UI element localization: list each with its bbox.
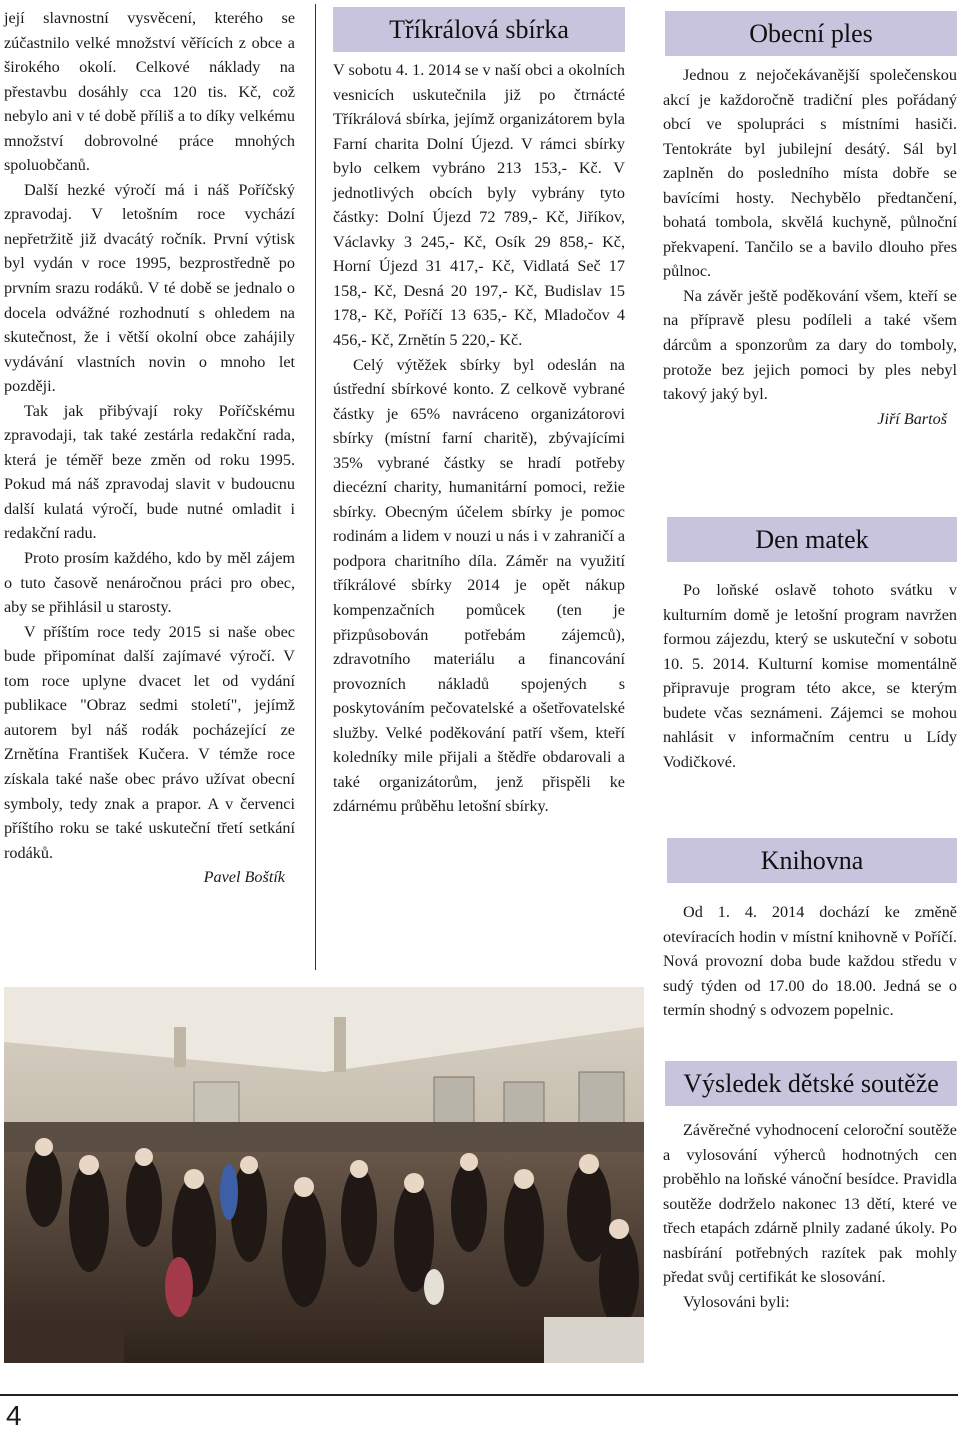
article-paragraph: její slavnostní vysvěcení, kterého se zúčastnilo velké množství věřících z obce a širokého okolí. Celkové náklady na přestavbu dosáhly cca 120 tis. Kč, což nebylo ani v té době příliš a to díky velkému množství dobrovolné práce mnohých spoluobčanů. [4,9,295,175]
heading-vysledek-detske-souteze: Výsledek dětské soutěže [665,1061,957,1106]
right-column-den-matek [663,578,957,774]
article-paragraph: Na závěr ještě poděkování všem, kteří se na přípravě plesu podíleli a také všem dárcům a sponzorům za dary do tomboly, protože bez jejich pomoci by ples nebyl takový jaký byl. [663,286,957,404]
article-paragraph: Po loňské oslavě tohoto svátku v kulturním domě je letošní program navržen formou zájezdu, který se uskuteční v sobotu 10. 5. 2014. Kulturní komise momentálně připravuje program této akce, se kterým budete včas seznámeni. Zájemci se mohou nahlásit v informačním centru u Lídy Vodičkové. [663,581,957,771]
footer-rule [0,1394,958,1396]
dance-hall-photo-illustration [4,987,644,1363]
article-paragraph: Celý výtěžek sbírky byl odeslán na ústřední sbírkové konto. Z celkově vybrané částky je 65% navráceno organizátorovi sbírky (místní farní charitě), zbývajícími 35% vybrané částky se hradí potřeby diecézní charity, humanitární pomoci, režie sbírky. Obecným účelem sbírky je pomoc rodinám a lidem v nouzi u nás i v zahraničí a podpora charitního díla. Záměr na využití tříkrálové sbírky 2014 je opět nákup kompenzačních pomůcek (ten je přizpůsobován potřebám zájemců), zdravotního materiálu a financování provozních nákladů spojených s poskytováním pečovatelské a ošetřovatelské služby. Velké poděkování patří všem, kteří koledníky mile přijali a štědře obdarovali a také organizátorům, jenž přispěli ke zdárnému průběhu letošní sbírky. [333,355,625,816]
article-paragraph: Závěrečné vyhodnocení celoroční soutěže a vylosování výherců hodnotných cen proběhlo na loňské vánoční besídce. Pravidla soutěže dodrželo nakonec 13 dětí, které ve třech etapách zdárně plnily zadané úkoly. Po nasbírání potřebných razítek pak mohly předat svůj certifikát ke slosování. [663,1121,957,1287]
column-divider [315,4,316,970]
heading-knihovna: Knihovna [667,838,957,883]
article-paragraph: V příštím roce tedy 2015 si naše obec bude připomínat další zajímavé výročí. V tom roce uplyne dvacet let od vydání publikace "Obraz sedmi století", jejímž autorem byl náš rodák pocházející ze Zrnětína František Kučera. V témže roce získala také naše obec právo užívat obecní symboly, tedy znak a prapor. A v červenci příštího roku se také uskuteční třetí setkání rodáků. [4,622,295,862]
article-paragraph: Další hezké výročí má i náš Poříčský zpravodaj. V letošním roce vychází nepřetržitě již dvacátý ročník. První výtisk byl vydán v roce 1995, bezprostředně po prvním srazu rodáků. V té době se jednalo o docela odvážné rozhodnutí s ohledem na skutečnost, že i větší okolní obce zahájily vydávání vlastních novin o mnoho let později. [4,180,295,396]
article-paragraph: Tak jak přibývají roky Poříčskému zpravodaji, tak také zestárla redakční rada, která je téměř beze změn od roku 1995. Pokud má náš zpravodaj slavit v budoucnu další kulatá výročí, bude nutné omladit i redakční radu. [4,401,295,543]
article-paragraph: Proto prosím každého, kdo by měl zájem o tuto časově nenáročnou práci pro obec, aby se přihlásil u starosty. [4,549,295,617]
right-column-soutez [663,1118,957,1314]
article-paragraph: Jednou z nejočekávanější společenskou akcí je každoročně tradiční ples pořádaný obcí ve spolupráci s místními hasiči. Tentokráte byl jubilejní desátý. Sál byl zaplněn do posledního místa dobře se bavícími hosty. Nechybělo předtančení, bohatá tombola, skvělá kuchyně, půlnoční překvapení. Tančilo se a bavilo dlouho přes půlnoc. [663,66,957,281]
author-signature: Pavel Boštík [203,868,285,887]
middle-column [333,58,625,819]
page-number: 4 [6,1400,22,1431]
article-paragraph: Od 1. 4. 2014 dochází ke změně otevíracích hodin v místní knihovně v Poříčí. Nová provozní doba bude každou středu v sudý týden od 17.00 do 18.00. Jedná se o termín shodný s odvozem popelnic. [663,903,957,1020]
right-column-knihovna [663,900,957,1023]
heading-den-matek: Den matek [667,517,957,562]
left-column [4,6,295,890]
right-column-ples [663,63,957,431]
heading-trikralova-sbirka: Tříkrálová sbírka [333,7,625,52]
author-signature: Jiří Bartoš [877,409,947,428]
ball-photo [4,987,644,1363]
closing-line: Vylosováni byli: [683,1292,790,1311]
article-paragraph: V sobotu 4. 1. 2014 se v naší obci a okolních vesnicích uskutečnila již po čtrnácté Tříkrálová sbírka, jejímž organizátorem byla Farní charita Dolní Újezd. V rámci sbírky bylo celkem vybráno 213 153,- Kč. V jednotlivých obcích byly vybrány tyto částky: Dolní Újezd 72 789,- Kč, Jiříkov, Václavky 3 245,- Kč, Osík 29 858,- Kč, Horní Újezd 31 417,- Kč, Vidlatá Seč 17 158,- Kč, Desná 20 197,- Kč, Budislav 15 178,- Kč, Poříčí 13 635,- Kč, Mladočov 4 456,- Kč, Zrnětín 5 220,- Kč. [333,61,625,350]
heading-obecni-ples: Obecní ples [665,11,957,56]
